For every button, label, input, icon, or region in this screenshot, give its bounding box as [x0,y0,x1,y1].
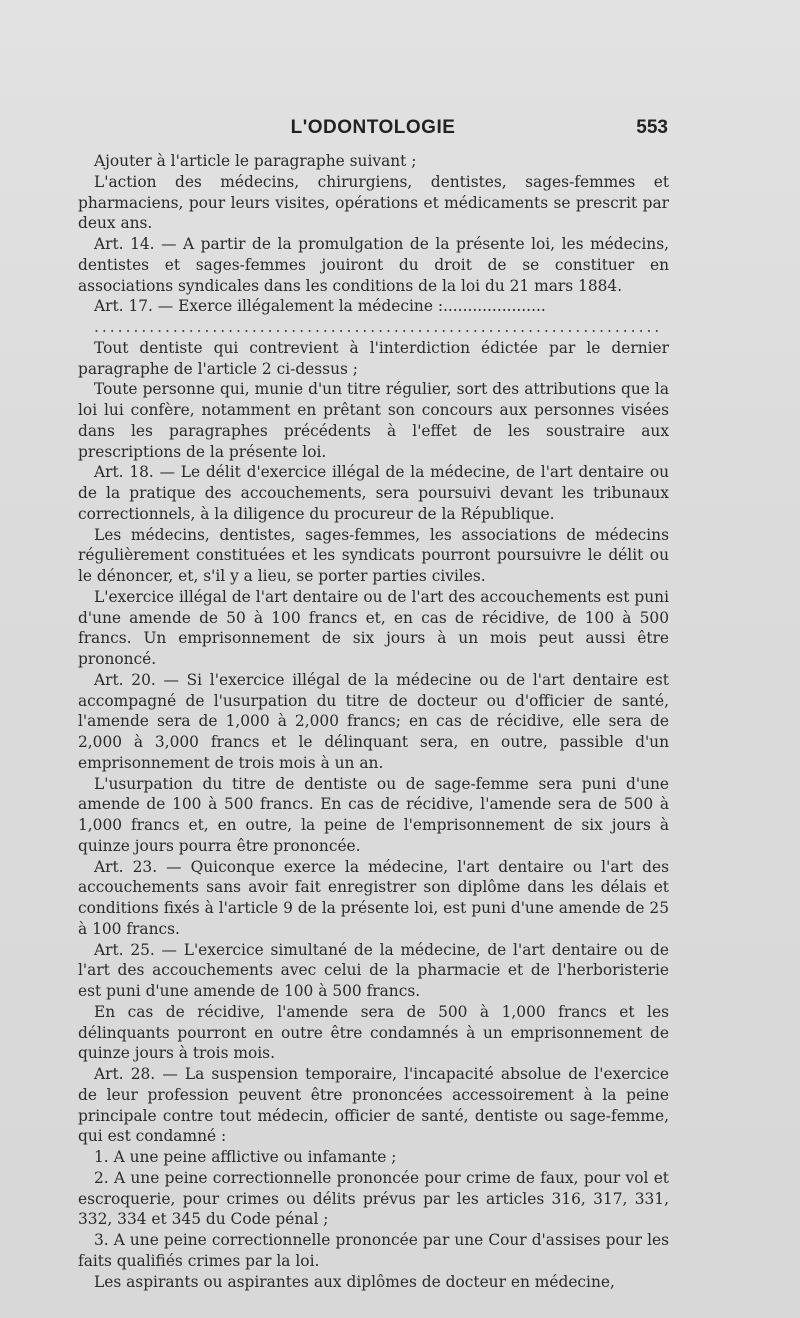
paragraph: En cas de récidive, l'amende sera de 500 à 1,000 francs et les délinquants pourront en outre être condamnés à un emprisonnement de quinze jours à trois mois. [78,1002,669,1063]
ellipsis-line: ........................................................................ [94,318,663,336]
paragraph: L'action des médecins, chirurgiens, dentistes, sages-femmes et pharmaciens, pour leurs visites, opérations et médicaments se prescrit par deux ans. [78,172,669,233]
paragraph: L'exercice illégal de l'art dentaire ou de l'art des accouchements est puni d'une amende de 50 à 100 francs et, en cas de récidive, de 100 à 500 francs. Un emprisonnement de six jours à un mois peut aussi être prononcé. [78,587,669,668]
list-item: 2. A une peine correctionnelle prononcée pour crime de faux, pour vol et escroquerie, pour crimes ou délits prévus par les articles 316, 317, 331, 332, 334 et 345 du Code pénal ; [78,1168,669,1229]
paragraph: Toute personne qui, munie d'un titre régulier, sort des attributions que la loi lui confère, notamment en prêtant son concours aux personnes visées dans les paragraphes précédents à l'effet de les soustraire aux prescriptions de la présente loi. [78,380,669,461]
list-item: 3. A une peine correctionnelle prononcée par une Cour d'assises pour les faits qualifiés crimes par la loi. [78,1231,669,1270]
paragraph: Art. 18. — Le délit d'exercice illégal de la médecine, de l'art dentaire ou de la pratique des accouchements, sera poursuivi devant les tribunaux correctionnels, à la diligence du procureur de la République. [78,463,669,523]
paragraph: Art. 28. — La suspension temporaire, l'incapacité absolue de l'exercice de leur profession peuvent être prononcées accessoirement à la peine principale contre tout médecin, officier de santé, dentiste ou sage-femme, qui est condamné : [78,1065,669,1146]
paragraph: Ajouter à l'article le paragraphe suivant ; [94,152,417,170]
paragraph: Art. 25. — L'exercice simultané de la médecine, de l'art dentaire ou de l'art des accouchements avec celui de la pharmacie et de l'herboristerie est puni d'une amende de 100 à 500 francs. [78,940,669,1000]
paragraph: Art. 23. — Quiconque exerce la médecine, l'art dentaire ou l'art des accouchements sans avoir fait enregistrer son diplôme dans les délais et conditions fixés à l'article 9 de la présente loi, est puni d'une amende de 25 à 100 francs. [78,857,669,938]
page-header [78,117,668,143]
paragraph: Art. 20. — Si l'exercice illégal de la médecine ou de l'art dentaire est accompagné de l'usurpation du titre de docteur ou d'officier de santé, l'amende sera de 1,000 à 2,000 francs; en cas de récidive, elle sera de 2,000 à 3,000 francs et le délinquant sera, en outre, passible d'un emprisonnement de trois mois à un an. [78,670,669,772]
body-text [78,151,669,1292]
paragraph: Les aspirants ou aspirantes aux diplômes de docteur en médecine, [94,1272,615,1291]
paragraph: Art. 17. — Exerce illégalement la médecine :..................... [94,297,546,316]
page-number: 553 [636,117,668,138]
paragraph: Art. 14. — A partir de la promulgation de la présente loi, les médecins, dentistes et sages-femmes jouiront du droit de se constituer en associations syndicales dans les conditions de la loi du 21 mars 1884. [78,235,669,295]
paragraph: Les médecins, dentistes, sages-femmes, les associations de médecins régulièrement constituées et les syndicats pourront poursuivre le délit ou le dénoncer, et, s'il y a lieu, se porter parties civiles. [78,525,669,585]
paragraph: Tout dentiste qui contrevient à l'interdiction édictée par le dernier paragraphe de l'article 2 ci-dessus ; [78,338,669,378]
paragraph: L'usurpation du titre de dentiste ou de sage-femme sera puni d'une amende de 100 à 500 francs. En cas de récidive, l'amende sera de 500 à 1,000 francs et, en outre, la peine de l'emprisonnement de six jours à quinze jours pourra être prononcée. [78,774,669,855]
running-title: L'ODONTOLOGIE [290,117,456,138]
list-item: 1. A une peine afflictive ou infamante ; [94,1148,397,1166]
